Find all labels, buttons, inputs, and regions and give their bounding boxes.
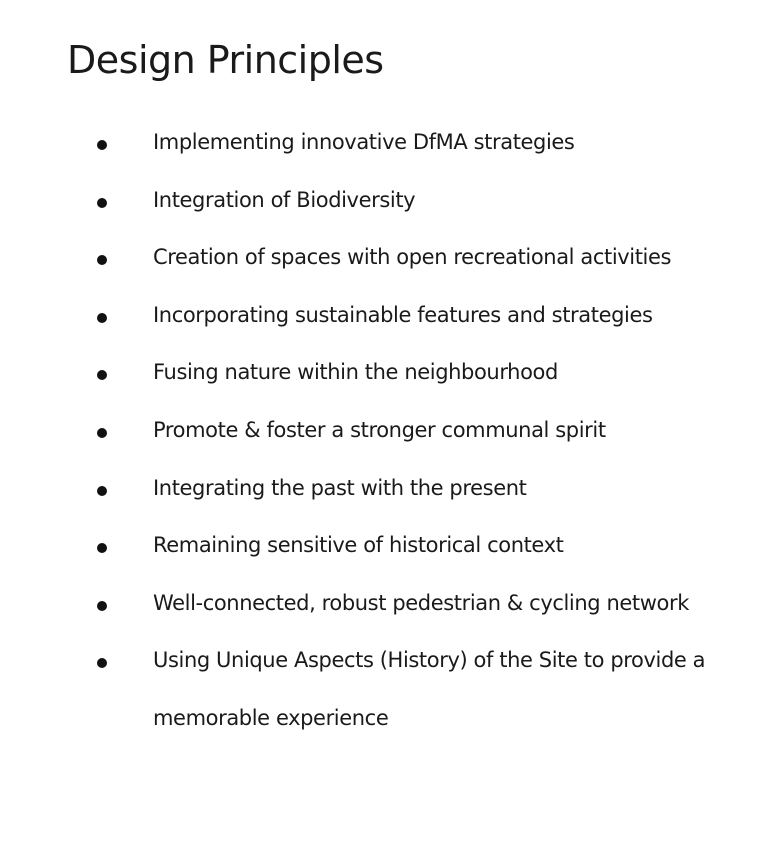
list-item xyxy=(0,633,780,748)
list-item-text: Creation of spaces with open recreational activities xyxy=(153,245,672,270)
list-item-text: Well-connected, robust pedestrian & cycling network xyxy=(153,590,689,615)
bullet-icon xyxy=(97,658,107,668)
list-item xyxy=(0,288,780,346)
list-item-text: Fusing nature within the neighbourhood xyxy=(153,360,558,385)
list-item xyxy=(0,518,780,576)
bullet-icon xyxy=(97,313,107,323)
bullet-icon xyxy=(97,198,107,208)
list-item xyxy=(0,345,780,403)
bullet-icon xyxy=(97,543,107,553)
list-item-text: Using Unique Aspects (History) of the Site to provide a memorable experience xyxy=(153,648,706,730)
list-item-text: Integration of Biodiversity xyxy=(153,187,416,212)
bullet-icon xyxy=(97,601,107,611)
list-item-text: Promote & foster a stronger communal spirit xyxy=(153,417,606,442)
list-item xyxy=(0,115,780,173)
list-item xyxy=(0,461,780,519)
list-item-text: Integrating the past with the present xyxy=(153,475,527,500)
principles-list xyxy=(0,115,780,748)
list-item xyxy=(0,576,780,634)
list-item xyxy=(0,173,780,231)
list-item-text: Implementing innovative DfMA strategies xyxy=(153,130,575,154)
list-item-text: Remaining sensitive of historical context xyxy=(153,533,564,558)
bullet-icon xyxy=(97,428,107,438)
bullet-icon xyxy=(97,255,107,265)
bullet-icon xyxy=(97,140,107,150)
list-item xyxy=(0,230,780,288)
list-item xyxy=(0,403,780,461)
bullet-icon xyxy=(97,370,107,380)
list-item-text: Incorporating sustainable features and strategies xyxy=(153,302,653,327)
page-title: Design Principles xyxy=(67,38,384,82)
bullet-icon xyxy=(97,486,107,496)
